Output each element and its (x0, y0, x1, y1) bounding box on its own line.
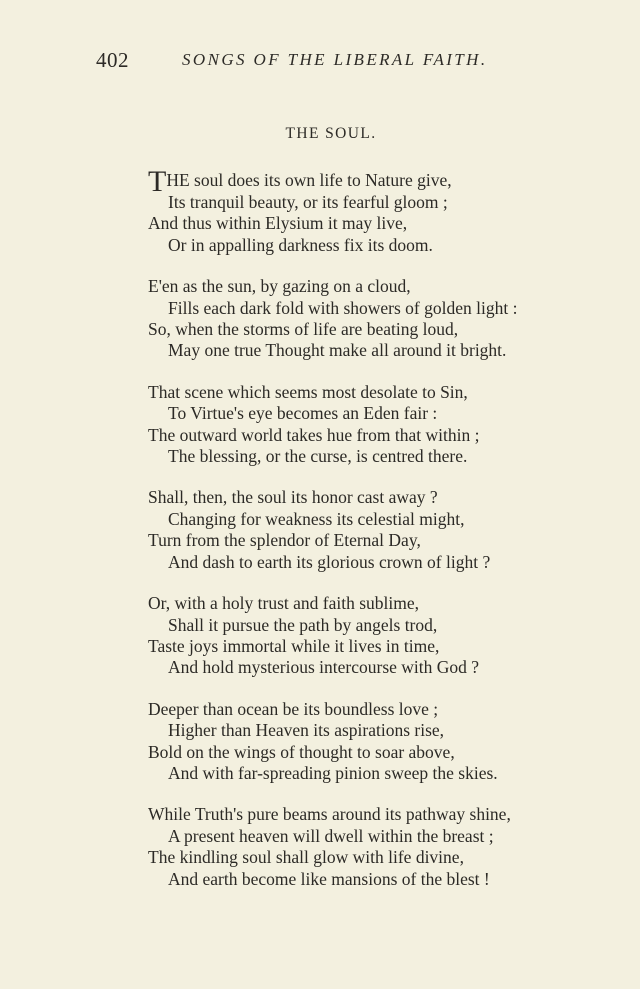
stanza (148, 276, 618, 362)
poem-line: To Virtue's eye becomes an Eden fair : (168, 403, 438, 424)
poem-line: While Truth's pure beams around its pathway shine, (148, 804, 511, 825)
poem-line: Deeper than ocean be its boundless love ; (148, 698, 439, 719)
poem-line: The kindling soul shall glow with life divine, (148, 847, 464, 868)
poem-line (148, 165, 618, 198)
stanza (148, 699, 618, 785)
running-head-title: SONGS OF THE LIBERAL FAITH. (182, 50, 488, 69)
poem-line: So, when the storms of life are beating loud, (148, 319, 459, 340)
drop-cap: T (148, 165, 167, 198)
poem-line: The blessing, or the curse, is centred there. (168, 446, 468, 467)
poem-line: Its tranquil beauty, or its fearful gloom ; (168, 192, 448, 212)
poem-line: E'en as the sun, by gazing on a cloud, (148, 276, 411, 297)
poem-line: May one true Thought make all around it bright. (168, 340, 507, 361)
poem-line: Changing for weakness its celestial might, (168, 508, 465, 529)
poem-line: And dash to earth its glorious crown of light ? (168, 551, 491, 572)
poem-line: Taste joys immortal while it lives in time, (148, 635, 440, 656)
poem-line: The outward world takes hue from that within ; (148, 424, 480, 445)
poem-line: Shall it pursue the path by angels trod, (168, 614, 438, 635)
stanza (148, 165, 618, 256)
poem-line: And with far-spreading pinion sweep the skies. (168, 762, 498, 783)
poem-line-text: HE soul does its own life to Nature give, (166, 170, 452, 190)
stanza (148, 804, 618, 890)
poem-line: And hold mysterious intercourse with God ? (168, 657, 480, 678)
poem-line: Or, with a holy trust and faith sublime, (148, 593, 419, 614)
stanza (148, 382, 618, 468)
poem-line: That scene which seems most desolate to Sin, (148, 381, 468, 402)
poem-body (148, 165, 618, 910)
poem-line: A present heaven will dwell within the breast ; (168, 825, 494, 846)
page-number: 402 (96, 48, 129, 72)
poem-line: Higher than Heaven its aspirations rise, (168, 720, 445, 741)
running-header (0, 46, 640, 76)
poem-line: Fills each dark fold with showers of golden light : (168, 297, 518, 318)
poem-line: Turn from the splendor of Eternal Day, (148, 530, 421, 551)
poem-line: And thus within Elysium it may live, (148, 213, 408, 234)
poem-line: Shall, then, the soul its honor cast away ? (148, 487, 438, 508)
stanza (148, 593, 618, 679)
poem-title: THE SOUL. (285, 125, 377, 142)
poem-line: Bold on the wings of thought to soar above, (148, 741, 455, 762)
poem-line: And earth become like mansions of the blest ! (168, 868, 490, 889)
poem-line: Or in appalling darkness fix its doom. (168, 234, 433, 255)
stanza (148, 487, 618, 573)
